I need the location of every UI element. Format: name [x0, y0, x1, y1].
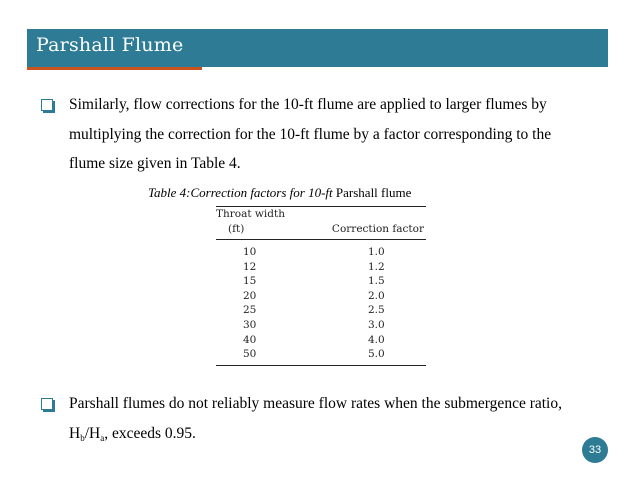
table-caption [148, 185, 411, 201]
cell-width: 10 [243, 246, 257, 258]
table-row [216, 304, 426, 319]
table-header [216, 207, 426, 239]
bullet-1-text [69, 92, 609, 177]
cell-width: 50 [243, 348, 257, 361]
table-row [216, 348, 426, 363]
formula-tail: , exceeds 0.95. [104, 424, 196, 442]
correction-table [216, 206, 426, 366]
cell-factor: 1.2 [368, 260, 385, 273]
slide-title: Parshall Flume [36, 34, 184, 56]
cell-factor: 1.5 [368, 275, 385, 288]
col-header-throat-width: Throat width [216, 208, 285, 220]
table-row [216, 246, 426, 261]
table-row [216, 261, 426, 276]
table-row [216, 334, 426, 349]
cell-factor: 5.0 [368, 348, 385, 361]
bullet-checkbox-icon [41, 99, 53, 111]
cell-factor: 4.0 [368, 333, 385, 346]
table-caption-rest: Parshall flume [332, 185, 412, 200]
cell-width: 15 [243, 275, 257, 288]
table-row [216, 290, 426, 305]
cell-width: 25 [243, 304, 257, 317]
bullet-2-text [69, 391, 609, 446]
page-number-badge: 33 [582, 437, 608, 463]
symbol-h: H [69, 424, 81, 442]
table-row [216, 319, 426, 334]
table-row [216, 275, 426, 290]
cell-factor: 2.0 [368, 289, 385, 302]
bullet-2-formula-line [69, 421, 609, 447]
cell-width: 30 [243, 318, 257, 331]
cell-factor: 2.5 [368, 304, 385, 317]
cell-factor: 3.0 [368, 318, 385, 331]
subscript-b: b [80, 432, 85, 443]
cell-width: 20 [243, 289, 257, 302]
bullet-1-line: multiplying the correction for the 10-ft flume by a factor corresponding to the [69, 125, 552, 143]
table-bottom-rule [216, 365, 426, 366]
col-header-correction-factor: Correction factor [331, 223, 424, 235]
subscript-a: a [100, 432, 105, 443]
bullet-checkbox-icon [41, 398, 53, 410]
table-caption-italic: Table 4:Correction factors for 10-ft [148, 185, 333, 200]
bullet-2-line: Parshall flumes do not reliably measure flow rates when the submergence ratio, [69, 395, 562, 412]
title-underline [27, 67, 202, 70]
symbol-slash-h: /H [84, 424, 101, 442]
table-body [216, 240, 426, 365]
col-header-unit: (ft) [228, 223, 245, 235]
cell-width: 12 [243, 260, 257, 273]
bullet-1-line: Similarly, flow corrections for the 10-ft flume are applied to larger flumes by [69, 96, 547, 113]
bullet-1-line: flume size given in Table 4. [69, 155, 241, 172]
cell-factor: 1.0 [368, 246, 385, 258]
cell-width: 40 [243, 333, 257, 346]
